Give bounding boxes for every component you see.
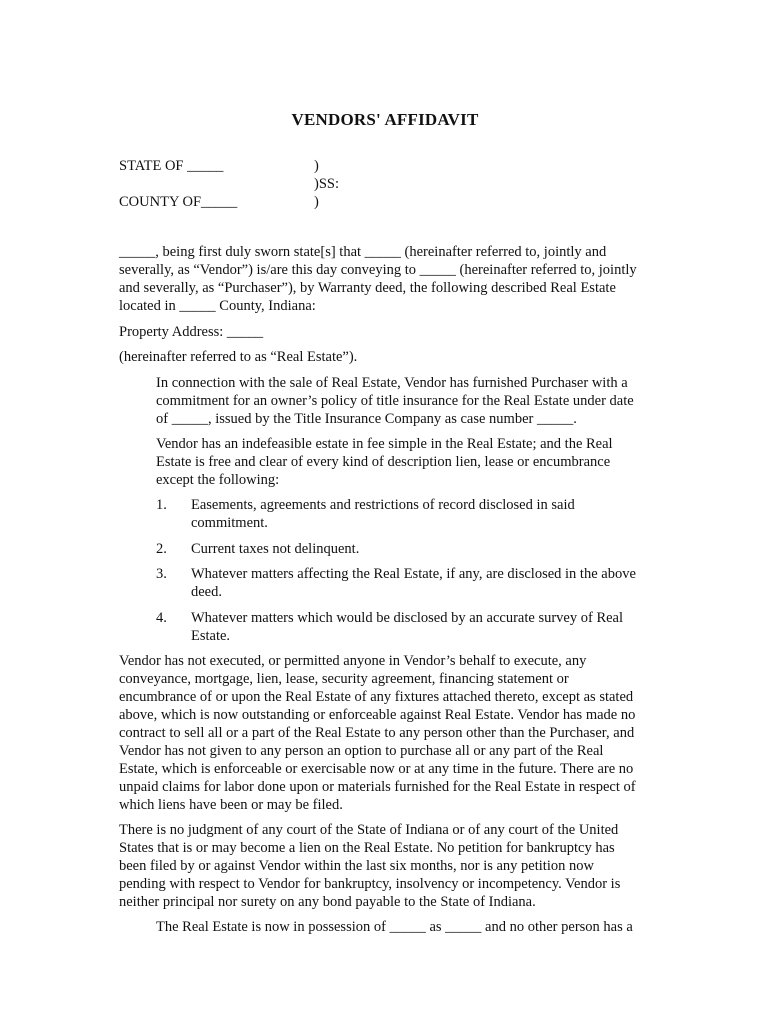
paren-ss: )SS: [314, 176, 339, 192]
vendor-estate-line-1: Vendor has an indefeasible estate in fee simple in the Real Estate; and the Real [156, 436, 613, 452]
intro-line-1: _____, being first duly sworn state[s] that _____ (hereinafter referred to, jointly and [119, 244, 607, 260]
list-item-text: commitment. [191, 515, 268, 531]
intro-line-3: and severally, as “Purchaser”), by Warranty deed, the following described Real Estate [119, 280, 616, 296]
intro-line-4: located in _____ County, Indiana: [119, 298, 316, 314]
paragraph-line: conveyance, mortgage, lien, lease, security agreement, financing statement or [119, 671, 569, 687]
list-item-text: Estate. [191, 628, 231, 644]
paragraph-line: Vendor has not given to any person an option to purchase all or any part of the Real [119, 743, 604, 759]
paragraph-line: There is no judgment of any court of the State of Indiana or of any court of the United [119, 822, 619, 838]
vendor-estate-line-3: except the following: [156, 472, 280, 488]
paragraph-line: pending with respect to Vendor for bankruptcy, insolvency or incompetency. Vendor is [119, 876, 621, 892]
hereinafter-real-estate: (hereinafter referred to as “Real Estate”). [119, 349, 358, 365]
county-line: COUNTY OF_____ [119, 194, 238, 210]
intro-line-2: severally, as “Vendor”) is/are this day conveying to _____ (hereinafter referred to, jointly [119, 262, 637, 278]
connection-line-3: of _____, issued by the Title Insurance Company as case number _____. [156, 411, 577, 427]
vendor-estate-line-2: Estate is free and clear of every kind of description lien, lease or encumbrance [156, 454, 611, 470]
paragraph-line: Vendor has not executed, or permitted anyone in Vendor’s behalf to execute, any [119, 653, 587, 669]
paragraph-line: above, which is now outstanding or enforceable against Real Estate. Vendor has made no [119, 707, 636, 723]
paragraph-line: been filed by or against Vendor within the last six months, nor is any petition now [119, 858, 594, 874]
list-item-number: 1. [156, 497, 167, 513]
paragraph-line: contract to sell all or a part of the Real Estate to any person other than the Purchaser, and [119, 725, 635, 741]
paragraph-line: neither principal nor surety on any bond payable to the State of Indiana. [119, 894, 536, 910]
state-line: STATE OF _____ [119, 158, 224, 174]
paragraph-line: Estate, which is enforceable or exercisable now or at any time in the future. There are no [119, 761, 634, 777]
document-title: VENDORS' AFFIDAVIT [291, 110, 479, 129]
property-address: Property Address: _____ [119, 324, 264, 340]
possession-line: The Real Estate is now in possession of _____ as _____ and no other person has a [156, 919, 633, 935]
list-item-text: deed. [191, 584, 222, 600]
paren-1: ) [314, 158, 319, 174]
paren-3: ) [314, 194, 319, 210]
list-item-number: 2. [156, 541, 167, 557]
list-item-text: Current taxes not delinquent. [191, 541, 360, 557]
list-item-number: 4. [156, 610, 167, 626]
paragraph-line: which liens have been or may be filed. [119, 797, 343, 813]
connection-line-1: In connection with the sale of Real Estate, Vendor has furnished Purchaser with a [156, 375, 628, 391]
list-item-text: Easements, agreements and restrictions of record disclosed in said [191, 497, 575, 513]
paragraph-line: encumbrance of or upon the Real Estate of any fixtures attached thereto, except as stated [119, 689, 634, 705]
paragraph-line: States that is or may become a lien on the Real Estate. No petition for bankruptcy has [119, 840, 615, 856]
list-item-text: Whatever matters which would be disclosed by an accurate survey of Real [191, 610, 624, 626]
connection-line-2: commitment for an owner’s policy of title insurance for the Real Estate under date [156, 393, 634, 409]
list-item-text: Whatever matters affecting the Real Estate, if any, are disclosed in the above [191, 566, 636, 582]
list-item-number: 3. [156, 566, 167, 582]
paragraph-line: unpaid claims for labor done upon or materials furnished for the Real Estate in respect of [119, 779, 636, 795]
